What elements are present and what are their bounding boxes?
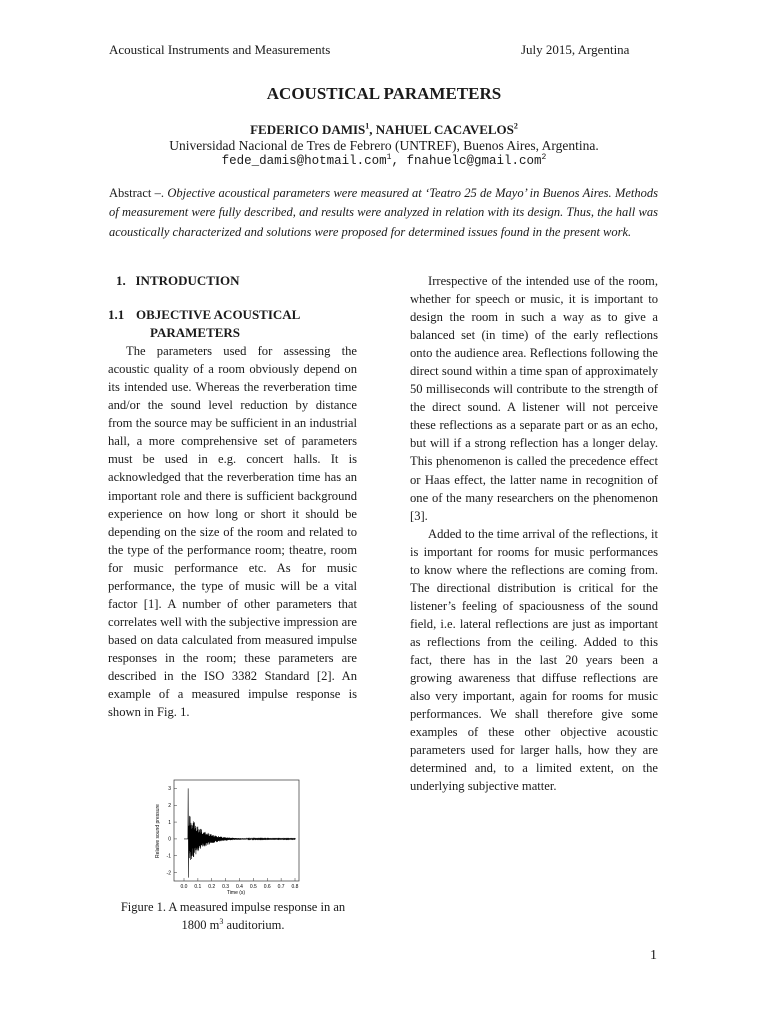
subsection-title-line: PARAMETERS: [150, 325, 241, 341]
email-address[interactable]: fnahuelc@gmail.com: [406, 154, 542, 168]
email-mark: 1: [386, 152, 392, 162]
email-line: [0, 154, 768, 168]
abstract-label: Abstract –.: [109, 186, 168, 200]
author-affiliation-mark: 1: [365, 121, 370, 131]
x-tick-label: 0.8: [291, 884, 299, 890]
x-tick-label: 0.7: [277, 884, 285, 890]
y-tick-label: 1: [168, 819, 171, 826]
x-tick-label: 0.0: [180, 884, 188, 890]
body-paragraph: The parameters used for assessing the acoustic quality of a room obviously depend on its intended use. Whereas the reverberation time and/or the sound level reduction by distance from the source may be sufficient in an industrial hall, a more comprehensive set of parameters must be used in e.g. concert halls. It is acknowledged that the reverberation time has an important role and there is sufficient background experience on how long or short it should be depending on the size of the room and related to the type of the performance room; theatre, room for music performance etc. As for music performance, the type of music will be a vital factor [1]. A number of other parameters that correlates well with the subjective impression are based on data calculated from measured impulse responses in the room; these parameters are described in the ISO 3382 Standard [2]. An example of a measured impulse response is shown in Fig. 1.: [108, 344, 357, 720]
page-number: 1: [650, 948, 657, 963]
abstract-text: Objective acoustical parameters were measured at ‘Teatro 25 de Mayo’ in Buenos Aires. Methods of measurement were fully described, and results were analyzed in relation with its design. Thus, the hall was acoustically characterized and solutions were proposed for determined issues found in the present work.: [109, 186, 658, 239]
author-name: NAHUEL CACAVELOS: [375, 122, 514, 137]
caption-superscript: 3: [219, 916, 224, 926]
subsection-number: 1.1: [108, 307, 125, 323]
y-axis-label: Relative sound pressure: [155, 804, 161, 858]
body-paragraph: Added to the time arrival of the reflections, it is important for rooms for music performances to know where the reflections are coming from. The directional distribution is critical for the listener’s feeling of spaciousness of the sound field, i.e. lateral reflections are just as important as reflections from the ceiling. Added to this fact, there has in the last 20 years been a growing awareness that diffuse reflections are also very important, again for rooms for music performances. We shall therefore give some examples of these other objective acoustic parameters used for larger halls, how they are determined and, to a limited extent, on the underlying subjective matter.: [410, 526, 658, 794]
y-tick-label: 0: [168, 836, 171, 843]
impulse-response-figure: [150, 776, 310, 896]
subsection-title-line: OBJECTIVE ACOUSTICAL: [136, 307, 301, 323]
y-tick-label: -2: [166, 870, 171, 877]
subsection-heading: [108, 306, 357, 342]
body-paragraph: Irrespective of the intended use of the room, whether for speech or music, it is important to design the room in such a way as to give a balanced set (in time) of the early reflections onto the audience area. Reflections following the direct sound within a time span of approximately 50 milliseconds will contribute to the strength of the direct sound. A listener will not perceive these reflections as a separate part or as an echo, but will if a strong reflection has a longer delay. This phenomenon is called the precedence effect or Haas effect, the latter name in recognition of one of the many researchers on the phenomenon [3].: [410, 274, 658, 523]
x-tick-label: 0.2: [208, 884, 216, 890]
section-number: 1.: [116, 273, 126, 288]
y-tick-label: 3: [168, 786, 171, 793]
email-mark: 2: [541, 152, 547, 162]
x-tick-label: 0.5: [249, 884, 257, 890]
caption-text: Figure 1. A measured impulse response in an 1800 m: [120, 900, 346, 932]
y-tick-label: 2: [168, 802, 171, 809]
x-tick-label: 0.4: [236, 884, 243, 890]
figure-caption: [108, 898, 358, 934]
author-name: FEDERICO DAMIS: [250, 122, 366, 137]
impulse-response-series: [184, 788, 295, 877]
subsection-title: [136, 306, 300, 342]
y-axis-ticks: [167, 786, 177, 876]
section-heading: [108, 272, 357, 290]
left-column: [108, 272, 357, 721]
running-header-right: July 2015, Argentina: [521, 42, 630, 57]
author-separator: ,: [369, 122, 376, 137]
right-column: [410, 272, 658, 795]
x-axis-ticks: [181, 878, 299, 890]
running-header-left: Acoustical Instruments and Measurements: [109, 42, 331, 57]
y-tick-label: -1: [166, 853, 171, 860]
abstract: [109, 184, 658, 242]
author-affiliation-mark: 2: [513, 121, 518, 131]
affiliation: Universidad Nacional de Tres de Febrero (UNTREF), Buenos Aires, Argentina.: [169, 138, 599, 153]
caption-text-end: auditorium.: [223, 918, 285, 932]
x-tick-label: 0.6: [263, 884, 271, 890]
x-axis-label: Time (s): [226, 890, 246, 896]
x-tick-label: 0.3: [222, 884, 230, 890]
author-line: [0, 122, 768, 138]
x-tick-label: 0.1: [194, 884, 202, 890]
paper-title: ACOUSTICAL PARAMETERS: [266, 84, 502, 103]
section-title: INTRODUCTION: [135, 273, 240, 288]
email-address[interactable]: fede_damis@hotmail.com: [221, 154, 387, 168]
email-separator: ,: [391, 154, 407, 168]
